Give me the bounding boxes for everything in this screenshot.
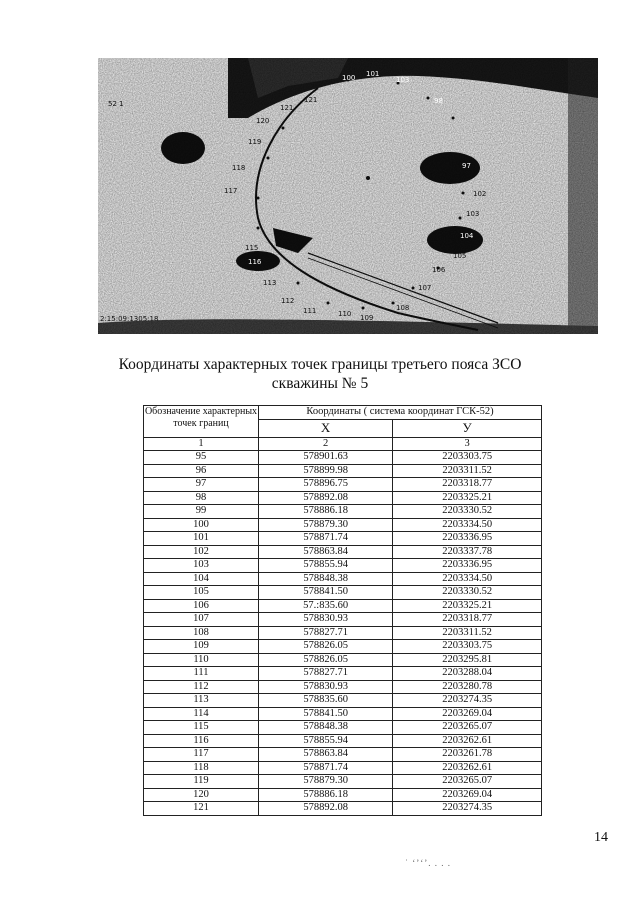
table-row: [144, 559, 542, 573]
map-drawing: [98, 58, 598, 334]
cell-point-id: 111: [144, 667, 259, 681]
column-header-x: X: [259, 419, 393, 437]
column-number: 1: [144, 437, 259, 451]
svg-text:115: 115: [245, 244, 259, 252]
cell-y: 2203262.61: [393, 734, 542, 748]
cell-y: 2203262.61: [393, 761, 542, 775]
cell-point-id: 102: [144, 545, 259, 559]
table-row: [144, 734, 542, 748]
cell-y: 2203303.75: [393, 640, 542, 654]
cell-y: 2203261.78: [393, 748, 542, 762]
column-number: 2: [259, 437, 393, 451]
table-row: [144, 640, 542, 654]
cell-point-id: 100: [144, 518, 259, 532]
table-row: [144, 505, 542, 519]
svg-text:110: 110: [338, 310, 352, 318]
table-row: [144, 775, 542, 789]
cell-y: 2203265.07: [393, 775, 542, 789]
cell-x: 578879.30: [259, 518, 393, 532]
cell-point-id: 106: [144, 599, 259, 613]
table-row: [144, 586, 542, 600]
cell-y: 2203269.04: [393, 788, 542, 802]
cell-point-id: 117: [144, 748, 259, 762]
cell-point-id: 113: [144, 694, 259, 708]
table-row: [144, 464, 542, 478]
svg-text:102: 102: [473, 190, 487, 198]
svg-text:111: 111: [303, 307, 317, 315]
cell-point-id: 116: [144, 734, 259, 748]
cell-x: 578871.74: [259, 761, 393, 775]
cell-x: 578826.05: [259, 640, 393, 654]
column-header-point: Обозначение характерных точек границ: [144, 406, 259, 438]
aerial-map-image: [98, 58, 598, 334]
table-row: [144, 667, 542, 681]
table-row: [144, 626, 542, 640]
svg-text:116: 116: [248, 258, 262, 266]
column-header-y: У: [393, 419, 542, 437]
cell-y: 2203280.78: [393, 680, 542, 694]
cell-point-id: 97: [144, 478, 259, 492]
map-timestamp: 2:15:09:1305:18: [100, 315, 159, 323]
svg-text:118: 118: [232, 164, 246, 172]
cell-point-id: 103: [144, 559, 259, 573]
table-row: [144, 613, 542, 627]
cell-x: 578886.18: [259, 788, 393, 802]
svg-text:119: 119: [248, 138, 262, 146]
svg-text:101: 101: [366, 70, 380, 78]
table-row: [144, 599, 542, 613]
cell-x: 578855.94: [259, 559, 393, 573]
cell-x: 578899.98: [259, 464, 393, 478]
cell-x: 578855.94: [259, 734, 393, 748]
cell-y: 2203269.04: [393, 707, 542, 721]
cell-point-id: 99: [144, 505, 259, 519]
cell-x: 578827.71: [259, 667, 393, 681]
coordinates-table: [143, 405, 542, 816]
cell-point-id: 98: [144, 491, 259, 505]
table-row: [144, 532, 542, 546]
cell-y: 2203311.52: [393, 464, 542, 478]
svg-text:106: 106: [432, 266, 446, 274]
cell-x: 578863.84: [259, 748, 393, 762]
cell-y: 2203288.04: [393, 667, 542, 681]
table-row: [144, 748, 542, 762]
cell-x: 578896.75: [259, 478, 393, 492]
svg-text:100: 100: [342, 74, 356, 82]
svg-text:121: 121: [280, 104, 294, 112]
cell-y: 2203336.95: [393, 559, 542, 573]
table-row: [144, 707, 542, 721]
cell-y: 2203303.75: [393, 451, 542, 465]
cell-point-id: 109: [144, 640, 259, 654]
svg-text:103: 103: [396, 76, 410, 84]
svg-text:112: 112: [281, 297, 295, 305]
cell-point-id: 112: [144, 680, 259, 694]
svg-text:108: 108: [396, 304, 410, 312]
cell-y: 2203318.77: [393, 613, 542, 627]
cell-x: 578892.08: [259, 802, 393, 816]
cell-y: 2203295.81: [393, 653, 542, 667]
cell-x: 578827.71: [259, 626, 393, 640]
cell-point-id: 119: [144, 775, 259, 789]
svg-text:117: 117: [224, 187, 238, 195]
column-number: 3: [393, 437, 542, 451]
page-number: 14: [594, 830, 608, 845]
cell-y: 2203265.07: [393, 721, 542, 735]
cell-x: 578830.93: [259, 613, 393, 627]
svg-text:97: 97: [462, 162, 471, 170]
cell-x: 578886.18: [259, 505, 393, 519]
cell-point-id: 104: [144, 572, 259, 586]
cell-point-id: 115: [144, 721, 259, 735]
cell-x: 578879.30: [259, 775, 393, 789]
table-row: [144, 518, 542, 532]
cell-point-id: 120: [144, 788, 259, 802]
table-row: [144, 761, 542, 775]
title-line-1: Координаты характерных точек границы третьего пояса ЗСО: [118, 356, 522, 373]
cell-y: 2203330.52: [393, 586, 542, 600]
svg-text:113: 113: [263, 279, 277, 287]
cell-x: 578848.38: [259, 721, 393, 735]
table-row: [144, 694, 542, 708]
table-row: [144, 545, 542, 559]
table-row: [144, 802, 542, 816]
cell-y: 2203334.50: [393, 518, 542, 532]
cell-y: 2203311.52: [393, 626, 542, 640]
cell-x: 578871.74: [259, 532, 393, 546]
table-row: [144, 478, 542, 492]
cell-point-id: 95: [144, 451, 259, 465]
cell-x: 578841.50: [259, 707, 393, 721]
cell-y: 2203325.21: [393, 491, 542, 505]
table-row: [144, 721, 542, 735]
cell-y: 2203318.77: [393, 478, 542, 492]
cell-point-id: 107: [144, 613, 259, 627]
scan-artifact: ˙ ‘’‘’. . . .: [405, 858, 451, 868]
table-row: [144, 572, 542, 586]
cell-point-id: 101: [144, 532, 259, 546]
cell-point-id: 118: [144, 761, 259, 775]
document-title: [110, 355, 530, 393]
table-row: [144, 653, 542, 667]
cell-point-id: 121: [144, 802, 259, 816]
table-body: [144, 451, 542, 816]
cell-x: 578863.84: [259, 545, 393, 559]
svg-text:107: 107: [418, 284, 432, 292]
svg-text:120: 120: [256, 117, 270, 125]
cell-x: 578892.08: [259, 491, 393, 505]
cell-point-id: 114: [144, 707, 259, 721]
cell-x: 578826.05: [259, 653, 393, 667]
title-line-2: скважины № 5: [271, 375, 369, 392]
cell-x: 578848.38: [259, 572, 393, 586]
cell-y: 2203274.35: [393, 694, 542, 708]
cell-y: 2203336.95: [393, 532, 542, 546]
svg-text:104: 104: [460, 232, 474, 240]
svg-text:121: 121: [304, 96, 318, 104]
column-header-coordinates: Координаты ( система координат ГСК-52): [259, 406, 542, 420]
svg-text:98: 98: [434, 97, 443, 105]
svg-text:109: 109: [360, 314, 374, 322]
cell-x: 578835.60: [259, 694, 393, 708]
table-row: [144, 451, 542, 465]
cell-point-id: 108: [144, 626, 259, 640]
cell-point-id: 105: [144, 586, 259, 600]
cell-y: 2203334.50: [393, 572, 542, 586]
cell-x: 578830.93: [259, 680, 393, 694]
cell-y: 2203330.52: [393, 505, 542, 519]
cell-x: 578841.50: [259, 586, 393, 600]
table-row: [144, 788, 542, 802]
table-row: [144, 680, 542, 694]
map-label: 52 1: [108, 100, 124, 108]
cell-y: 2203325.21: [393, 599, 542, 613]
cell-point-id: 110: [144, 653, 259, 667]
cell-x: 57.:835.60: [259, 599, 393, 613]
cell-x: 578901.63: [259, 451, 393, 465]
cell-y: 2203337.78: [393, 545, 542, 559]
table-row: [144, 491, 542, 505]
svg-text:103: 103: [466, 210, 480, 218]
cell-y: 2203274.35: [393, 802, 542, 816]
cell-point-id: 96: [144, 464, 259, 478]
svg-text:105: 105: [453, 252, 467, 260]
